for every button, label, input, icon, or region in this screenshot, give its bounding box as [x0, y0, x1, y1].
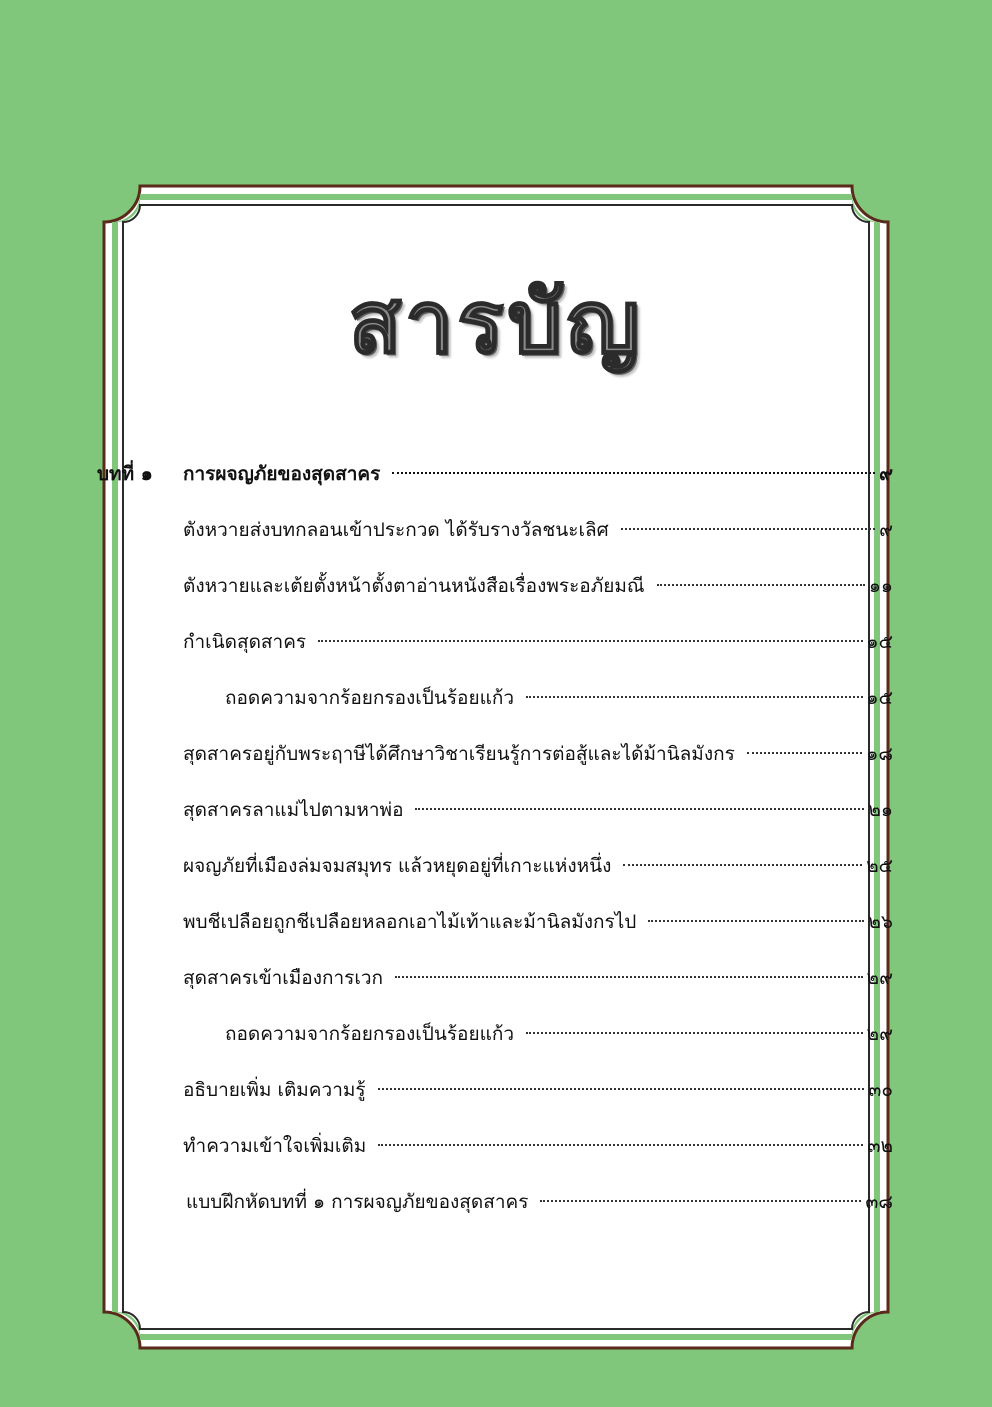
toc-entry-page: ๒๑	[868, 799, 893, 821]
toc-entry[interactable]	[183, 796, 893, 824]
dot-leader	[395, 976, 863, 978]
toc-entry[interactable]	[183, 628, 893, 656]
toc-entry-page: ๓๐	[868, 1079, 893, 1101]
chapter-number: บทที่ ๑	[97, 463, 153, 485]
toc-entry[interactable]	[183, 908, 893, 936]
toc-entry[interactable]	[183, 740, 893, 768]
toc-entry-page: ๒๖	[868, 911, 893, 933]
dot-leader	[657, 584, 865, 586]
toc-entry-page: ๒๕	[866, 855, 893, 877]
toc-entry-page: ๒๙	[866, 1023, 893, 1045]
dot-leader	[526, 1032, 863, 1034]
toc-entry-label: ทำความเข้าใจเพิ่มเติม	[183, 1135, 367, 1157]
toc-entry-page: ๙	[879, 519, 893, 541]
dot-leader	[621, 528, 875, 530]
toc-entry-label: สุดสาครอยู่กับพระฤาษีได้ศึกษาวิชาเรียนรู้การต่อสู้และได้ม้านิลมังกร	[183, 743, 735, 765]
toc-entry[interactable]	[183, 1076, 893, 1104]
toc-entry[interactable]	[183, 852, 893, 880]
dot-leader	[378, 1144, 863, 1146]
toc-entry-page: ๓๒	[867, 1135, 893, 1157]
toc-entry-page: ๑๕	[866, 631, 893, 653]
toc-entry-label: อธิบายเพิ่ม เติมความรู้	[183, 1079, 366, 1101]
dot-leader	[415, 808, 864, 810]
toc-entry-label: สุดสาครเข้าเมืองการเวก	[183, 967, 384, 989]
toc-entry[interactable]	[183, 572, 893, 600]
dot-leader	[392, 472, 875, 474]
dot-leader	[648, 920, 864, 922]
dot-leader	[540, 1200, 861, 1202]
toc-subentry[interactable]	[225, 1020, 893, 1048]
dot-leader	[318, 640, 862, 642]
toc-entry-label: ถอดความจากร้อยกรองเป็นร้อยแก้ว	[225, 687, 514, 709]
toc-entry-label: ถอดความจากร้อยกรองเป็นร้อยแก้ว	[225, 1023, 514, 1045]
dot-leader	[526, 696, 863, 698]
toc-entry[interactable]	[183, 964, 893, 992]
toc-entry[interactable]	[183, 516, 893, 544]
dot-leader	[747, 752, 862, 754]
toc-entry-label: ผจญภัยที่เมืองล่มจมสมุทร แล้วหยุดอยู่ที่เกาะแห่งหนึ่ง	[183, 855, 612, 877]
toc-entry-label: พบชีเปลือยถูกชีเปลือยหลอกเอาไม้เท้าและม้านิลมังกรไป	[183, 911, 637, 933]
chapter-page: ๙	[879, 463, 893, 485]
toc-entry-label: ตังหวายและเต้ยตั้งหน้าตั้งตาอ่านหนังสือเรื่องพระอภัยมณี	[183, 575, 645, 597]
toc-entry-label: กำเนิดสุดสาคร	[183, 631, 307, 653]
toc-entry[interactable]	[186, 1188, 893, 1216]
chapter-title: การผจญภัยของสุดสาคร	[183, 463, 381, 485]
dot-leader	[378, 1088, 865, 1090]
toc-entry[interactable]	[183, 1132, 893, 1160]
dot-leader	[623, 864, 862, 866]
toc-chapter-row[interactable]	[97, 460, 893, 488]
toc-entry-page: ๒๙	[866, 967, 893, 989]
toc-entry-page: ๑๕	[866, 687, 893, 709]
toc-subentry[interactable]	[225, 684, 893, 712]
toc-entry-page: ๑๘	[866, 743, 893, 765]
toc-entry-page: ๓๘	[865, 1191, 893, 1213]
toc-entry-label: ตังหวายส่งบทกลอนเข้าประกวด ได้รับรางวัลชนะเลิศ	[183, 519, 609, 541]
page-title: สารบัญ	[348, 273, 644, 373]
toc-entry-label: แบบฝึกหัดบทที่ ๑ การผจญภัยของสุดสาคร	[186, 1191, 529, 1213]
toc-entry-label: สุดสาครลาแม่ไปตามหาพ่อ	[183, 799, 404, 821]
toc-entry-page: ๑๑	[868, 575, 893, 597]
